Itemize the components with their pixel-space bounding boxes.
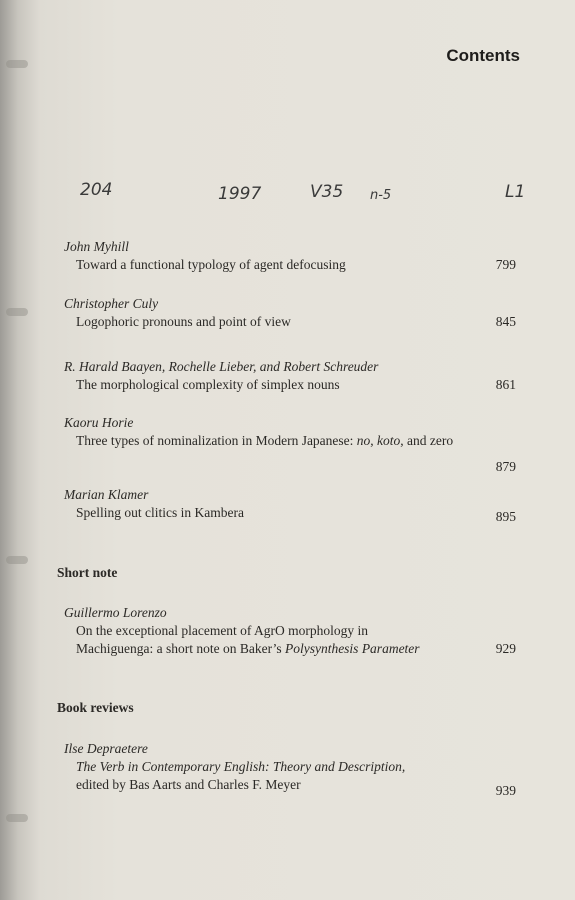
entry-page-number: 929 (495, 641, 516, 656)
handwritten-note-b: 1997 (218, 184, 262, 204)
entry-page-number: 861 (495, 377, 516, 392)
handwritten-note-d: n-5 (370, 188, 392, 203)
entry-page-number: 939 (495, 783, 516, 798)
entry-title-line-1: On the exceptional placement of AgrO morphology in (76, 623, 369, 638)
entry-author: Kaoru Horie (64, 415, 134, 430)
entry-page-number: 799 (495, 257, 516, 272)
entry-author: John Myhill (64, 239, 129, 254)
handwritten-note-c: V35 (310, 182, 344, 202)
toc-entry (64, 358, 524, 394)
entry-author: Marian Klamer (64, 487, 149, 502)
toc-entry (64, 486, 524, 522)
entry-title-line-1: The Verb in Contemporary English: Theory and Description, (76, 759, 406, 774)
toc-entry (64, 414, 524, 474)
entry-title-line-2: Machiguenga: a short note on Baker’s Polysynthesis Parameter (76, 641, 420, 656)
entry-title: Spelling out clitics in Kambera (76, 505, 244, 520)
entry-title: The morphological complexity of simplex nouns (76, 377, 340, 392)
section-heading-book-reviews: Book reviews (57, 700, 134, 715)
section-heading-short-note: Short note (57, 565, 118, 580)
toc-entry (64, 740, 524, 798)
entry-author: Ilse Depraetere (64, 741, 148, 756)
entry-title: Toward a functional typology of agent defocusing (76, 257, 346, 272)
toc-entry (64, 295, 524, 331)
toc-entry (64, 604, 524, 658)
page-header: Contents (446, 46, 520, 65)
toc-entry (64, 238, 524, 274)
entry-page-number: 895 (495, 509, 516, 524)
handwritten-notes (0, 178, 575, 218)
entry-title-line-2: edited by Bas Aarts and Charles F. Meyer (76, 777, 301, 792)
entry-title: Logophoric pronouns and point of view (76, 314, 291, 329)
entry-page-number: 879 (495, 459, 516, 474)
entry-author: Christopher Culy (64, 296, 159, 311)
entry-title: Three types of nominalization in Modern Japanese: no, koto, and zero (76, 433, 454, 448)
entry-author: R. Harald Baayen, Rochelle Lieber, and Robert Schreuder (64, 359, 379, 374)
handwritten-note-e: L1 (505, 182, 526, 202)
entry-page-number: 845 (495, 314, 516, 329)
handwritten-note-a: 204 (80, 180, 113, 200)
entry-author: Guillermo Lorenzo (64, 605, 167, 620)
